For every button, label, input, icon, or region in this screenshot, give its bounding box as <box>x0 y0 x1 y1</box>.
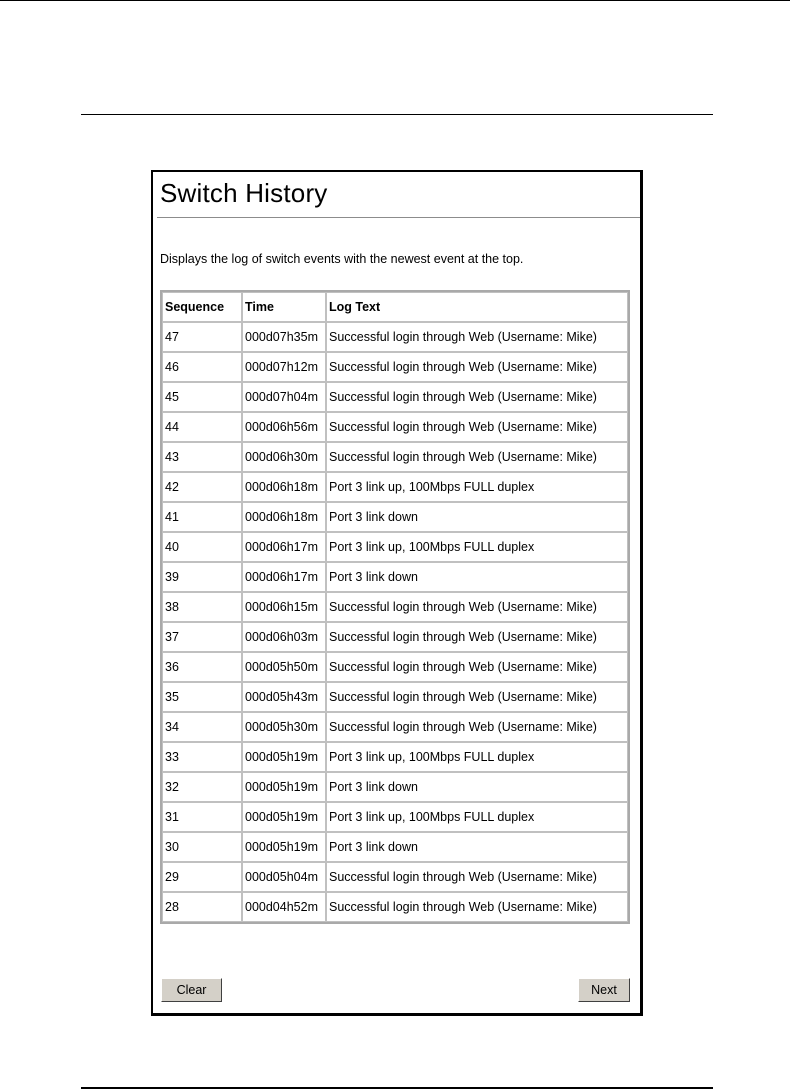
time-cell: 000d06h56m <box>242 412 326 442</box>
table-row <box>162 862 628 892</box>
table-row <box>162 832 628 862</box>
time-cell: 000d06h03m <box>242 622 326 652</box>
log-text-cell: Successful login through Web (Username: Mike) <box>326 442 628 472</box>
sequence-cell: 35 <box>162 682 242 712</box>
table-row <box>162 742 628 772</box>
time-cell: 000d05h19m <box>242 772 326 802</box>
time-cell: 000d05h30m <box>242 712 326 742</box>
sequence-cell: 36 <box>162 652 242 682</box>
table-body <box>162 322 628 922</box>
sequence-cell: 42 <box>162 472 242 502</box>
table-row <box>162 562 628 592</box>
sequence-cell: 38 <box>162 592 242 622</box>
table-row <box>162 652 628 682</box>
time-cell: 000d05h19m <box>242 742 326 772</box>
log-text-cell: Successful login through Web (Username: Mike) <box>326 382 628 412</box>
table-row <box>162 712 628 742</box>
sequence-cell: 41 <box>162 502 242 532</box>
sequence-cell: 47 <box>162 322 242 352</box>
title-divider <box>157 217 640 218</box>
log-text-cell: Successful login through Web (Username: Mike) <box>326 322 628 352</box>
time-cell: 000d07h35m <box>242 322 326 352</box>
log-text-cell: Successful login through Web (Username: Mike) <box>326 712 628 742</box>
sequence-cell: 37 <box>162 622 242 652</box>
table-row <box>162 532 628 562</box>
switch-history-table <box>160 290 630 924</box>
log-text-cell: Successful login through Web (Username: Mike) <box>326 592 628 622</box>
time-cell: 000d05h19m <box>242 832 326 862</box>
table-row <box>162 622 628 652</box>
log-text-cell: Successful login through Web (Username: Mike) <box>326 352 628 382</box>
log-text-cell: Port 3 link up, 100Mbps FULL duplex <box>326 802 628 832</box>
log-text-cell: Port 3 link down <box>326 562 628 592</box>
table-row <box>162 442 628 472</box>
time-cell: 000d07h04m <box>242 382 326 412</box>
time-cell: 000d06h15m <box>242 592 326 622</box>
sequence-cell: 45 <box>162 382 242 412</box>
table-header-row <box>162 292 628 322</box>
table-row <box>162 382 628 412</box>
time-cell: 000d07h12m <box>242 352 326 382</box>
table-row <box>162 412 628 442</box>
time-cell: 000d05h19m <box>242 802 326 832</box>
sequence-cell: 34 <box>162 712 242 742</box>
header-divider <box>81 114 713 115</box>
sequence-cell: 43 <box>162 442 242 472</box>
log-text-cell: Port 3 link down <box>326 832 628 862</box>
log-text-cell: Successful login through Web (Username: Mike) <box>326 862 628 892</box>
log-text-cell: Successful login through Web (Username: Mike) <box>326 652 628 682</box>
table-row <box>162 322 628 352</box>
table-row <box>162 682 628 712</box>
column-header-sequence: Sequence <box>162 292 242 322</box>
top-divider <box>0 0 790 1</box>
log-text-cell: Port 3 link up, 100Mbps FULL duplex <box>326 532 628 562</box>
time-cell: 000d06h18m <box>242 472 326 502</box>
column-header-time: Time <box>242 292 326 322</box>
time-cell: 000d05h43m <box>242 682 326 712</box>
column-header-log-text: Log Text <box>326 292 628 322</box>
table-row <box>162 352 628 382</box>
log-text-cell: Successful login through Web (Username: Mike) <box>326 682 628 712</box>
table-row <box>162 502 628 532</box>
next-button[interactable]: Next <box>578 978 630 1002</box>
sequence-cell: 33 <box>162 742 242 772</box>
log-text-cell: Port 3 link up, 100Mbps FULL duplex <box>326 472 628 502</box>
page-title: Switch History <box>160 178 328 208</box>
log-text-cell: Port 3 link up, 100Mbps FULL duplex <box>326 742 628 772</box>
page-description: Displays the log of switch events with the newest event at the top. <box>160 252 524 266</box>
sequence-cell: 44 <box>162 412 242 442</box>
sequence-cell: 29 <box>162 862 242 892</box>
sequence-cell: 39 <box>162 562 242 592</box>
switch-history-panel <box>151 170 643 1016</box>
sequence-cell: 46 <box>162 352 242 382</box>
sequence-cell: 28 <box>162 892 242 922</box>
sequence-cell: 31 <box>162 802 242 832</box>
time-cell: 000d04h52m <box>242 892 326 922</box>
log-text-cell: Successful login through Web (Username: Mike) <box>326 892 628 922</box>
time-cell: 000d06h18m <box>242 502 326 532</box>
clear-button[interactable]: Clear <box>161 978 222 1002</box>
table-row <box>162 772 628 802</box>
footer-divider <box>81 1087 713 1089</box>
log-text-cell: Port 3 link down <box>326 502 628 532</box>
time-cell: 000d05h50m <box>242 652 326 682</box>
sequence-cell: 30 <box>162 832 242 862</box>
time-cell: 000d05h04m <box>242 862 326 892</box>
log-text-cell: Successful login through Web (Username: Mike) <box>326 412 628 442</box>
log-text-cell: Successful login through Web (Username: Mike) <box>326 622 628 652</box>
table-row <box>162 592 628 622</box>
log-text-cell: Port 3 link down <box>326 772 628 802</box>
time-cell: 000d06h30m <box>242 442 326 472</box>
time-cell: 000d06h17m <box>242 562 326 592</box>
time-cell: 000d06h17m <box>242 532 326 562</box>
table-row <box>162 472 628 502</box>
sequence-cell: 40 <box>162 532 242 562</box>
sequence-cell: 32 <box>162 772 242 802</box>
table-row <box>162 892 628 922</box>
table-row <box>162 802 628 832</box>
